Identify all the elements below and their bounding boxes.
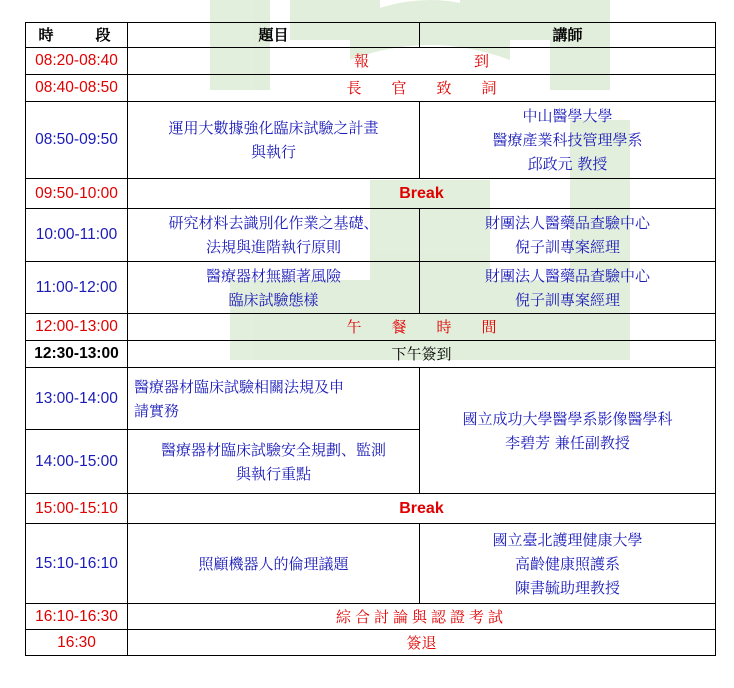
speaker-cell — [420, 524, 716, 604]
speaker-line: 國立臺北護理健康大學 — [492, 530, 643, 549]
span-cell: 綜合討論與認證考試 — [128, 604, 716, 630]
topic-line: 請實務 — [134, 401, 180, 420]
span-cell: 下午簽到 — [128, 341, 716, 368]
table-row — [26, 524, 716, 604]
span-cell: 長 官 致 詞 — [128, 75, 716, 102]
topic-cell — [128, 209, 420, 262]
time-cell: 08:20-08:40 — [26, 48, 128, 75]
time-cell: 15:00-15:10 — [26, 494, 128, 524]
span-cell: 午 餐 時 間 — [128, 314, 716, 341]
topic-line: 醫療器材臨床試驗安全規劃、監測 — [160, 440, 386, 459]
schedule-table — [25, 22, 716, 656]
topic-line: 醫療器材臨床試驗相關法規及申 — [134, 377, 345, 396]
topic-cell: 照顧機器人的倫理議題 — [128, 524, 420, 604]
topic-line: 研究材料去識別化作業之基礎、 — [168, 214, 379, 232]
speaker-line: 陳書毓助理教授 — [514, 578, 620, 597]
speaker-line: 高齡健康照護系 — [514, 554, 620, 573]
speaker-cell — [420, 368, 716, 494]
time-cell: 16:30 — [26, 630, 128, 656]
span-cell: 報 到 — [128, 48, 716, 75]
time-cell: 15:10-16:10 — [26, 524, 128, 604]
time-cell: 12:30-13:00 — [26, 341, 128, 368]
span-cell: 簽退 — [128, 630, 716, 656]
speaker-cell — [420, 262, 716, 314]
table-row — [26, 179, 716, 209]
table-row — [26, 630, 716, 656]
time-cell: 08:40-08:50 — [26, 75, 128, 102]
topic-cell — [128, 262, 420, 314]
table-row — [26, 314, 716, 341]
table-row — [26, 75, 716, 102]
speaker-line: 李碧芳 兼任副教授 — [505, 433, 630, 452]
time-cell: 10:00-11:00 — [26, 209, 128, 262]
speaker-line: 財團法人醫藥品查驗中心 — [484, 214, 650, 232]
table-row — [26, 604, 716, 630]
time-cell: 11:00-12:00 — [26, 262, 128, 314]
break-cell: Break — [128, 179, 716, 209]
table-row — [26, 341, 716, 368]
break-cell: Break — [128, 494, 716, 524]
time-cell: 12:00-13:00 — [26, 314, 128, 341]
table-row — [26, 494, 716, 524]
speaker-line: 邱政元 教授 — [527, 155, 608, 173]
speaker-line: 倪子訓專案經理 — [514, 290, 620, 309]
speaker-line: 國立成功大學醫學系影像醫學科 — [462, 409, 673, 428]
speaker-line: 倪子訓專案經理 — [514, 238, 620, 256]
topic-cell — [128, 368, 420, 430]
time-cell: 14:00-15:00 — [26, 430, 128, 494]
table-row — [26, 102, 716, 179]
topic-line: 與執行 — [250, 143, 296, 161]
topic-line: 臨床試驗態樣 — [228, 290, 319, 309]
header-time: 時 段 — [26, 23, 128, 48]
topic-cell — [128, 430, 420, 494]
speaker-cell — [420, 102, 716, 179]
speaker-line: 財團法人醫藥品查驗中心 — [484, 266, 650, 285]
header-row — [26, 23, 716, 48]
topic-cell — [128, 102, 420, 179]
topic-line: 醫療器材無顯著風險 — [205, 266, 341, 285]
table-row — [26, 262, 716, 314]
time-cell: 08:50-09:50 — [26, 102, 128, 179]
time-cell: 13:00-14:00 — [26, 368, 128, 430]
table-row — [26, 209, 716, 262]
speaker-line: 醫療產業科技管理學系 — [492, 131, 643, 149]
speaker-line: 中山醫學大學 — [522, 107, 613, 125]
table-row — [26, 368, 716, 430]
header-speaker: 講師 — [420, 23, 716, 48]
table-row — [26, 48, 716, 75]
topic-line: 運用大數據強化臨床試驗之計畫 — [168, 119, 379, 137]
topic-line: 法規與進階執行原則 — [205, 238, 341, 256]
header-topic: 題目 — [128, 23, 420, 48]
time-cell: 16:10-16:30 — [26, 604, 128, 630]
topic-line: 與執行重點 — [235, 464, 311, 483]
time-cell: 09:50-10:00 — [26, 179, 128, 209]
speaker-cell — [420, 209, 716, 262]
